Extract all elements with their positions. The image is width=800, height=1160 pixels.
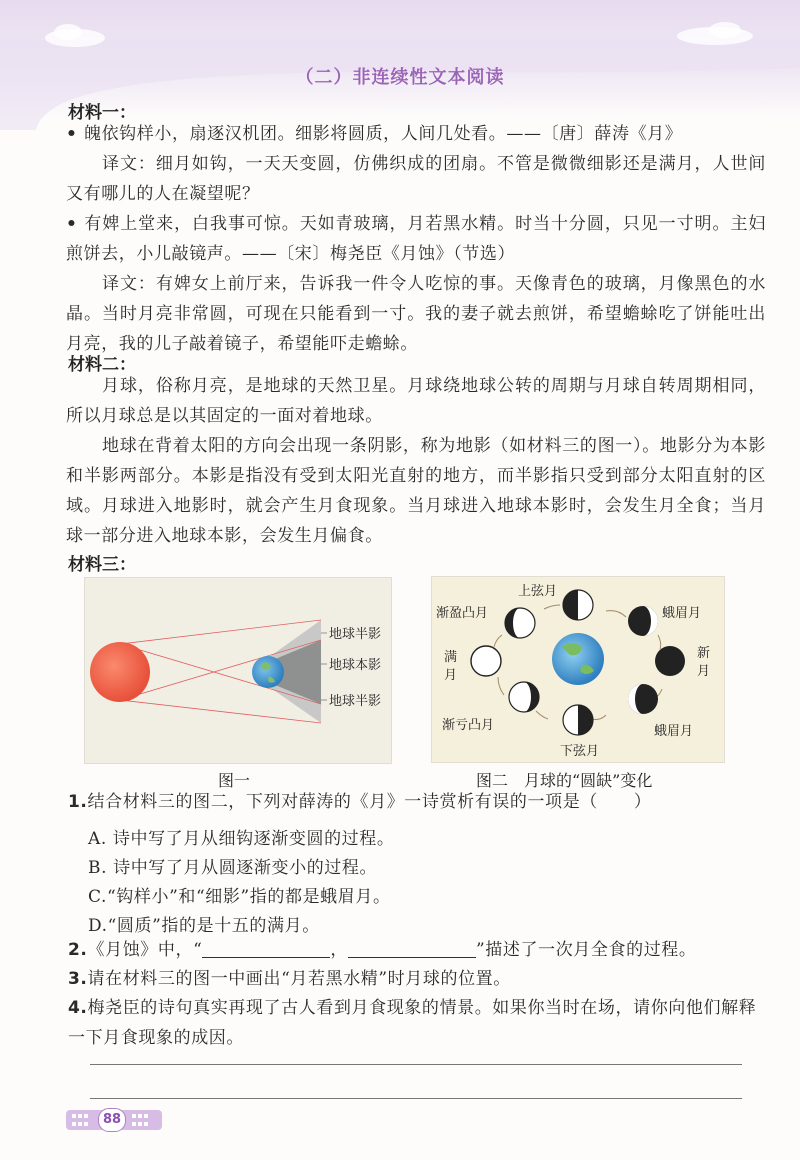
- figure2-moon-phases: [431, 576, 725, 763]
- question-1-number: 1.: [68, 792, 88, 812]
- label-new-2: 月: [697, 664, 711, 679]
- earth: [252, 656, 284, 688]
- material1-poem2: • 有婢上堂来，白我事可惊。天如青玻璃，月若黑水精。时当十分圆，只见一寸明。主妇煎饼去，小儿敲镜声。——〔宋〕梅尧臣《月蚀》（节选）: [66, 209, 766, 269]
- label-penumbra-bottom: 地球半影: [329, 694, 382, 709]
- moon-waning-gibbous: [509, 682, 539, 712]
- moon-waning-crescent: [628, 684, 658, 714]
- question-1-close-paren: ）: [633, 792, 652, 812]
- answer-line[interactable]: [90, 1098, 742, 1099]
- question-2-pre: 《月蚀》中，“: [87, 940, 203, 960]
- material3-heading: 材料三：: [68, 555, 136, 575]
- moon-waxing-gibbous: [505, 608, 535, 638]
- question-2-post: ”描述了一次月全食的过程。: [476, 940, 697, 960]
- question-4-number: 4.: [68, 998, 88, 1018]
- figure2-caption: 图二 月球的“圆缺”变化: [476, 771, 653, 790]
- question-3: [68, 964, 768, 994]
- moon-full: [471, 646, 501, 676]
- label-new-1: 新: [697, 646, 711, 661]
- label-waning-gibbous: 渐亏凸月: [442, 718, 495, 733]
- question-2: [68, 935, 768, 965]
- moon-first-quarter: [563, 590, 593, 620]
- question-2-blank-1[interactable]: [202, 939, 330, 958]
- question-2-mid: ，: [330, 940, 348, 960]
- question-3-text: 请在材料三的图一中画出“月若黑水精”时月球的位置。: [87, 969, 511, 989]
- section-title: （二）非连续性文本阅读: [295, 67, 505, 88]
- earth: [552, 633, 604, 685]
- answer-line[interactable]: [90, 1064, 742, 1065]
- light-ray: [120, 700, 321, 723]
- label-last-quarter: 下弦月: [560, 744, 600, 759]
- question-2-blank-2[interactable]: [348, 939, 476, 958]
- moon-new: [655, 646, 685, 676]
- label-umbra: 地球本影: [329, 658, 382, 673]
- moon-waxing-crescent: [628, 606, 658, 636]
- label-full-1: 满: [444, 650, 458, 665]
- figure1-svg: [85, 578, 391, 763]
- material2-heading: 材料二：: [68, 355, 136, 375]
- material1-poem1: • 魄依钩样小，扇逐汉机团。细影将圆质，人间几处看。——〔唐〕薛涛《月》: [66, 119, 766, 149]
- figure1-caption: 图一: [218, 771, 251, 790]
- label-penumbra-top: 地球半影: [329, 627, 382, 642]
- material1-translation1: 译文：细月如钩，一天天变圆，仿佛织成的团扇。不管是微微细影还是满月，人世间又有哪儿的人在凝望呢？: [66, 154, 766, 204]
- figure1-earth-shadow: [84, 577, 392, 764]
- page-number: 88: [98, 1108, 126, 1132]
- material1-heading: 材料一：: [68, 103, 136, 123]
- label-waxing-gibbous: 渐盈凸月: [436, 606, 489, 621]
- material2-paragraph1: 月球，俗称月亮，是地球的天然卫星。月球绕地球公转的周期与月球自转周期相同，所以月球总是以其固定的一面对着地球。: [66, 376, 766, 426]
- question-1-option-d: D.“圆质”指的是十五的满月。: [88, 916, 320, 936]
- cloud-icon: [670, 18, 760, 48]
- question-1-text: 结合材料三的图二，下列对薛涛的《月》一诗赏析有误的一项是（: [87, 792, 598, 812]
- question-1-option-b: B. 诗中写了月从圆逐渐变小的过程。: [88, 858, 378, 878]
- material2-paragraph2: 地球在背着太阳的方向会出现一条阴影，称为地影（如材料三的图一）。地影分为本影和半影两部分。本影是指没有受到太阳光直射的地方，而半影指只受到部分太阳直射的区域。月球进入地影时，就会产生月食现象。当月球进入地球本影时，会发生月全食；当月球一部分进入地球本影，会发生月偏食。: [66, 436, 766, 546]
- light-ray: [120, 620, 321, 644]
- label-first-quarter: 上弦月: [518, 584, 558, 599]
- question-1: [68, 787, 768, 817]
- question-1-option-c: C.“钩样小”和“细影”指的都是蛾眉月。: [88, 887, 391, 907]
- cloud-icon: [40, 20, 110, 50]
- label-waning-crescent: 蛾眉月: [654, 724, 694, 739]
- sun: [90, 642, 150, 702]
- label-full-2: 月: [444, 668, 458, 683]
- question-4: [68, 993, 768, 1053]
- question-3-number: 3.: [68, 969, 88, 989]
- question-1-option-a: A. 诗中写了月从细钩逐渐变圆的过程。: [88, 829, 395, 849]
- material1-translation2: 译文：有婢女上前厅来，告诉我一件令人吃惊的事。天像青色的玻璃，月像黑色的水晶。当时月亮非常圆，可现在只能看到一寸。我的妻子就去煎饼，希望蟾蜍吃了饼能吐出月亮，我的儿子敲着镜子，希望能吓走蟾蜍。: [66, 274, 766, 354]
- question-4-text: 梅尧臣的诗句真实再现了古人看到月食现象的情景。如果你当时在场，请你向他们解释一下月食现象的成因。: [68, 998, 757, 1048]
- label-waxing-crescent: 蛾眉月: [662, 606, 702, 621]
- figure2-svg: [432, 577, 724, 762]
- question-2-number: 2.: [68, 940, 88, 960]
- moon-last-quarter: [563, 705, 593, 735]
